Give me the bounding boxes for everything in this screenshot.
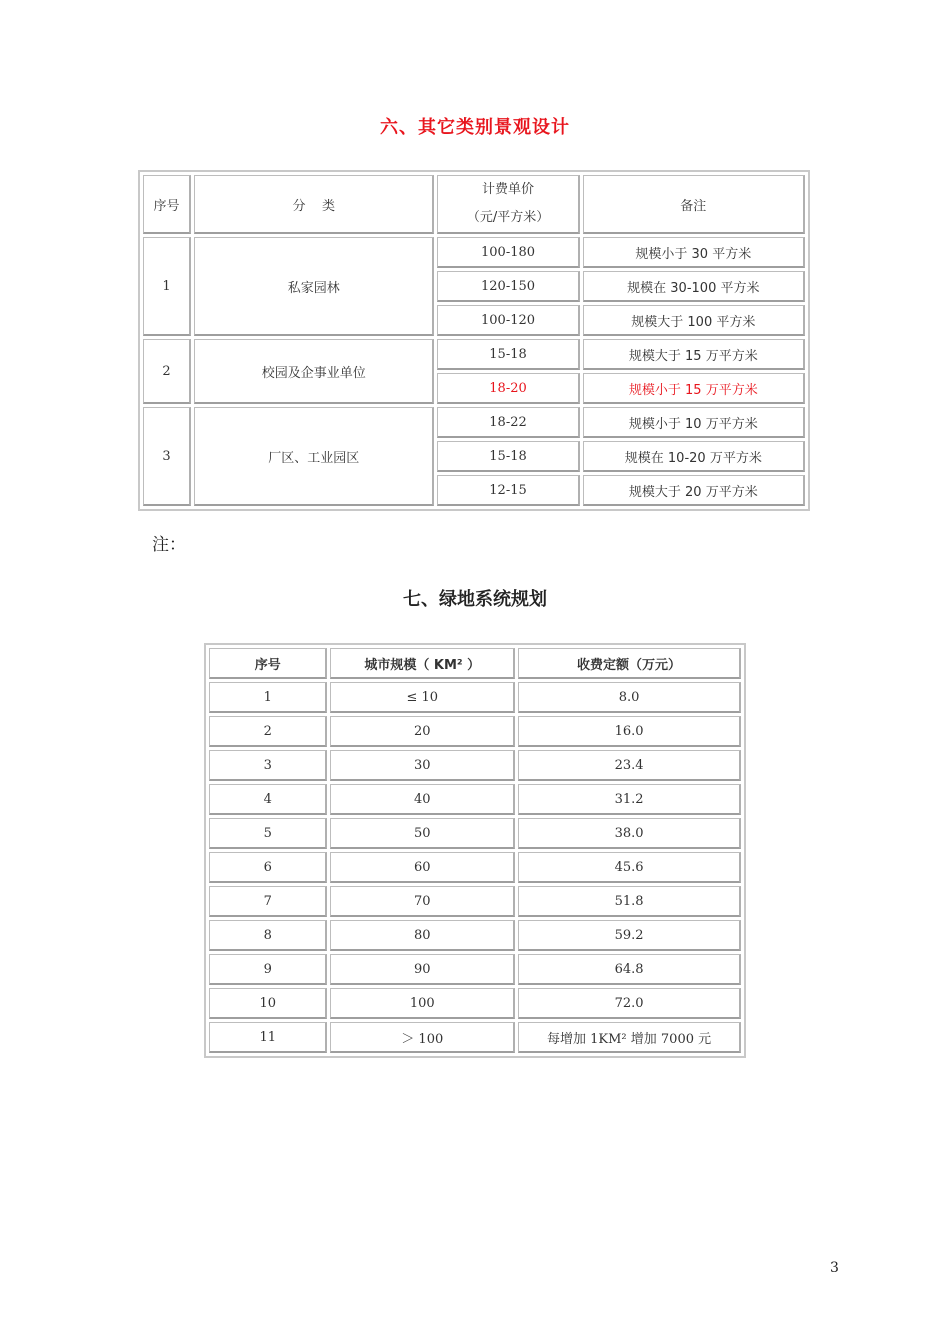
table-row xyxy=(209,784,741,815)
fee-cell: 31.2 xyxy=(518,784,741,815)
seq-cell: 1 xyxy=(209,682,327,713)
remark-cell: 规模在 30-100 平方米 xyxy=(583,271,805,302)
header-seq: 序号 xyxy=(209,648,327,679)
table-row xyxy=(143,237,805,268)
section-6-title: 六、其它类别景观设计 xyxy=(380,117,570,138)
table-row xyxy=(209,920,741,951)
header-scale: 城市规模（ KM² ） xyxy=(330,648,515,679)
table-row xyxy=(209,852,741,883)
scale-cell: 90 xyxy=(330,954,515,985)
group-category: 校园及企事业单位 xyxy=(194,339,434,404)
seq-cell: 6 xyxy=(209,852,327,883)
scale-cell: ≤ 10 xyxy=(330,682,515,713)
group-seq: 3 xyxy=(143,407,191,506)
group-category: 私家园林 xyxy=(194,237,434,336)
note-label: 注： xyxy=(152,535,186,555)
scale-cell: 80 xyxy=(330,920,515,951)
fee-cell: 72.0 xyxy=(518,988,741,1019)
price-cell: 18-22 xyxy=(437,407,579,438)
scale-cell: 30 xyxy=(330,750,515,781)
scale-cell: 60 xyxy=(330,852,515,883)
section-7-title: 七、绿地系统规划 xyxy=(403,589,547,610)
group-seq: 2 xyxy=(143,339,191,404)
price-cell: 120-150 xyxy=(437,271,579,302)
landscape-fee-table xyxy=(138,170,810,511)
green-space-fee-table xyxy=(204,643,746,1058)
price-cell-highlighted: 18-20 xyxy=(437,373,579,404)
seq-cell: 5 xyxy=(209,818,327,849)
header-category: 分 类 xyxy=(194,175,434,234)
table-row xyxy=(209,716,741,747)
table-row xyxy=(209,1022,741,1053)
seq-cell: 10 xyxy=(209,988,327,1019)
table-row xyxy=(209,988,741,1019)
seq-cell: 11 xyxy=(209,1022,327,1053)
seq-cell: 2 xyxy=(209,716,327,747)
remark-cell: 规模大于 100 平方米 xyxy=(583,305,805,336)
scale-cell: 40 xyxy=(330,784,515,815)
seq-cell: 7 xyxy=(209,886,327,917)
scale-cell: ＞ 100 xyxy=(330,1022,515,1053)
remark-cell: 规模小于 10 万平方米 xyxy=(583,407,805,438)
fee-cell: 23.4 xyxy=(518,750,741,781)
fee-cell: 8.0 xyxy=(518,682,741,713)
table-row xyxy=(209,750,741,781)
header-price-line1: 计费单价 xyxy=(482,182,535,197)
group-category: 厂区、工业园区 xyxy=(194,407,434,506)
header-seq: 序号 xyxy=(143,175,191,234)
fee-cell: 59.2 xyxy=(518,920,741,951)
table-row xyxy=(209,818,741,849)
seq-cell: 4 xyxy=(209,784,327,815)
seq-cell: 9 xyxy=(209,954,327,985)
price-cell: 12-15 xyxy=(437,475,579,506)
remark-cell: 规模小于 30 平方米 xyxy=(583,237,805,268)
seq-cell: 3 xyxy=(209,750,327,781)
page-number: 3 xyxy=(830,1260,839,1276)
remark-cell-highlighted: 规模小于 15 万平方米 xyxy=(583,373,805,404)
table-row xyxy=(143,339,805,370)
table-row xyxy=(209,682,741,713)
fee-cell: 38.0 xyxy=(518,818,741,849)
table-header-row xyxy=(143,175,805,234)
scale-cell: 20 xyxy=(330,716,515,747)
fee-cell: 51.8 xyxy=(518,886,741,917)
table-header-row xyxy=(209,648,741,679)
group-seq: 1 xyxy=(143,237,191,336)
scale-cell: 70 xyxy=(330,886,515,917)
header-price xyxy=(437,175,579,234)
header-price-line2: （元/平方米） xyxy=(466,210,550,225)
remark-cell: 规模大于 20 万平方米 xyxy=(583,475,805,506)
table-row xyxy=(209,954,741,985)
fee-cell: 每增加 1KM² 增加 7000 元 xyxy=(518,1022,741,1053)
header-fee: 收费定额（万元） xyxy=(518,648,741,679)
remark-cell: 规模在 10-20 万平方米 xyxy=(583,441,805,472)
header-remark: 备注 xyxy=(583,175,805,234)
fee-cell: 45.6 xyxy=(518,852,741,883)
price-cell: 100-120 xyxy=(437,305,579,336)
price-cell: 100-180 xyxy=(437,237,579,268)
fee-cell: 16.0 xyxy=(518,716,741,747)
table-row xyxy=(209,886,741,917)
price-cell: 15-18 xyxy=(437,339,579,370)
table-row xyxy=(143,407,805,438)
scale-cell: 100 xyxy=(330,988,515,1019)
scale-cell: 50 xyxy=(330,818,515,849)
fee-cell: 64.8 xyxy=(518,954,741,985)
remark-cell: 规模大于 15 万平方米 xyxy=(583,339,805,370)
price-cell: 15-18 xyxy=(437,441,579,472)
seq-cell: 8 xyxy=(209,920,327,951)
